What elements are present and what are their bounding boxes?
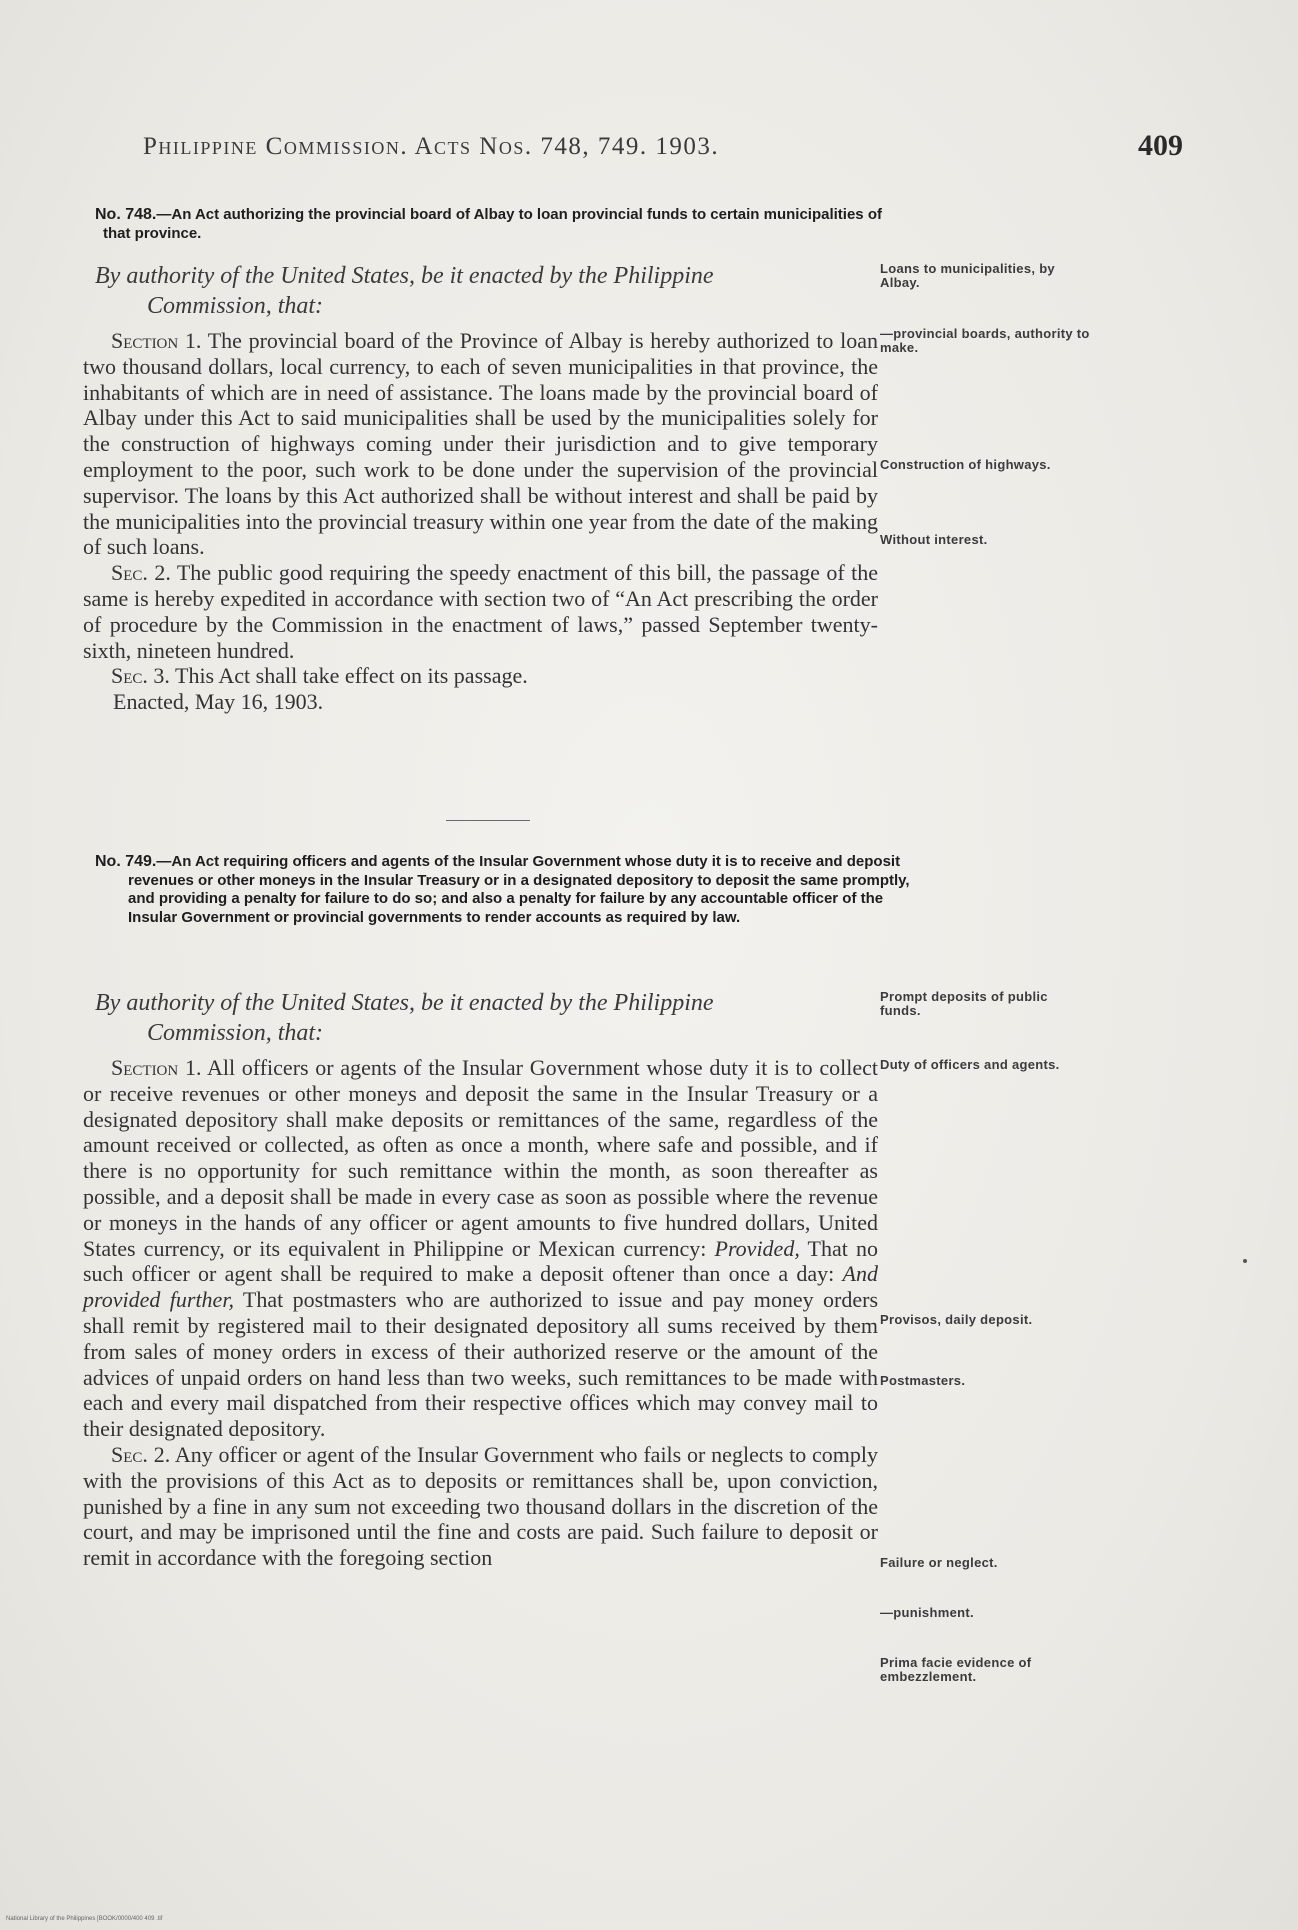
act-749-number: No. 749. — [95, 853, 157, 870]
section-text-2: That no such officer or agent shall be required to make a deposit oftener than once a day: — [83, 1235, 878, 1287]
section-label: Section — [111, 328, 179, 353]
act-748-section-2 — [83, 560, 878, 663]
and-provided-term: And provided further, — [83, 1261, 878, 1313]
margin-note-boards: —provincial boards, authority to make. — [880, 326, 1090, 355]
section-divider — [446, 820, 530, 821]
section-text: 3. This Act shall take effect on its passage. — [147, 663, 528, 689]
act-749-section-2 — [83, 1442, 878, 1571]
section-text: 2. Any officer or agent of the Insular Government who fails or neglects to comply with the provisions of this Act as to deposits or remittances shall be, upon conviction, punished by a fine in any sum not exceeding two thousand dollars in the discretion of the court, and may be imprisoned until the fine and costs are paid. Such failure to deposit or remit in accordance with the foregoing section — [83, 1441, 878, 1571]
section-label: Section — [111, 1055, 179, 1080]
page-number: 409 — [1138, 129, 1183, 162]
margin-note-postmasters: Postmasters. — [880, 1373, 966, 1388]
act-748-section-1 — [83, 328, 878, 560]
enacting-line-1: By authority of the United States, be it enacted by the Philippine — [95, 263, 714, 289]
enacting-line-2: Commission, that: — [147, 1020, 324, 1046]
section-text: 1. The provincial board of the Province of Albay is hereby authorized to loan two thousand dollars, local currency, to each of seven municipalities in that province, the inhabitants of which are in need of assistance. The loans made by the provincial board of Albay under this Act to said municipalities shall be used by the municipalities solely for the construction of highways coming under their jurisdiction and to give temporary employment to the poor, such work to be done under the supervision of the provincial supervisor. The loans by this Act authorized shall be without interest and shall be paid by the municipalities into the provincial treasury within one year from the date of the making of such loans. — [83, 328, 878, 560]
act-748-title-text: —An Act authorizing the provincial board of Albay to loan provincial funds to certain municipalities of that province. — [103, 206, 882, 242]
enacting-line-2: Commission, that: — [147, 293, 324, 319]
section-label: Sec. — [111, 1441, 148, 1467]
act-748-enacted: Enacted, May 16, 1903. — [113, 689, 324, 715]
act-749-title — [95, 853, 913, 927]
margin-note-construction: Construction of highways. — [880, 457, 1051, 472]
margin-note-duty: Duty of officers and agents. — [880, 1057, 1060, 1072]
act-748-section-3 — [83, 663, 878, 689]
margin-note-prompt: Prompt deposits of public funds. — [880, 989, 1048, 1018]
act-749-section-1 — [83, 1055, 878, 1442]
enacting-line-1: By authority of the United States, be it enacted by the Philippine — [95, 990, 714, 1016]
margin-note-provisos: Provisos, daily deposit. — [880, 1312, 1033, 1327]
act-748-title — [95, 206, 903, 243]
section-label: Sec. — [111, 663, 148, 689]
act-748-body — [83, 328, 878, 715]
section-text-3: That postmasters who are authorized to issue and pay money orders shall remit by registered mail to their designated depository all sums received by them from sales of money orders in excess of their authorized reserve or the amount of the advices of unpaid orders on hand less than two weeks, such remittances to be made with each and every mail dispatched from their respective offices which may convey mail to their designated depository. — [83, 1287, 879, 1442]
act-749-enacting-clause — [95, 988, 885, 1048]
margin-note-punishment: —punishment. — [880, 1605, 974, 1620]
running-head-title: Philippine Commission. Acts Nos. 748, 749. 1903. — [143, 133, 720, 160]
section-label: Sec. — [111, 560, 148, 586]
margin-note-failure: Failure or neglect. — [880, 1555, 998, 1570]
margin-note-prima-facie: Prima facie evidence of embezzlement. — [880, 1655, 1032, 1684]
running-head — [143, 129, 1183, 173]
act-749-body — [83, 1055, 878, 1571]
act-748-number: No. 748. — [95, 206, 157, 223]
scan-footer: National Library of the Philippines [BOOK/0000/400 409 .tif — [6, 1916, 163, 1922]
provided-term: Provided, — [714, 1235, 800, 1261]
act-749-title-text: —An Act requiring officers and agents of the Insular Government whose duty it is to receive and deposit revenues or other moneys in the Insular Treasury or in a designated depository to deposit the same promptly, and providing a penalty for failure to do so; and also a penalty for failure by any accountable officer of the Insular Government or provincial governments to render accounts as required by law. — [128, 853, 910, 926]
section-text-1: 1. All officers or agents of the Insular Government whose duty it is to collect or receive revenues or other moneys and deposit the same in the Insular Treasury or a designated depository shall make deposits or remittances of the same, regardless of the amount received or collected, as often as once a month, where safe and possible, and if there is no opportunity for such remittance within the month, as soon thereafter as possible, and a deposit shall be made in every case as soon as possible where the revenue or moneys in the hands of any officer or agent amounts to five hundred dollars, United States currency, or its equivalent in Philippine or Mexican currency: — [83, 1055, 878, 1261]
margin-note-loans: Loans to municipalities, by Albay. — [880, 261, 1055, 290]
act-748-enacting-clause — [95, 261, 885, 321]
scan-speck — [1243, 1259, 1247, 1263]
section-text: 2. The public good requiring the speedy enactment of this bill, the passage of the same is hereby expedited in accordance with section two of “An Act prescribing the order of procedure by the Commission in the enactment of laws,” passed September twenty-sixth, nineteen hundred. — [83, 560, 878, 663]
margin-note-interest: Without interest. — [880, 532, 988, 547]
